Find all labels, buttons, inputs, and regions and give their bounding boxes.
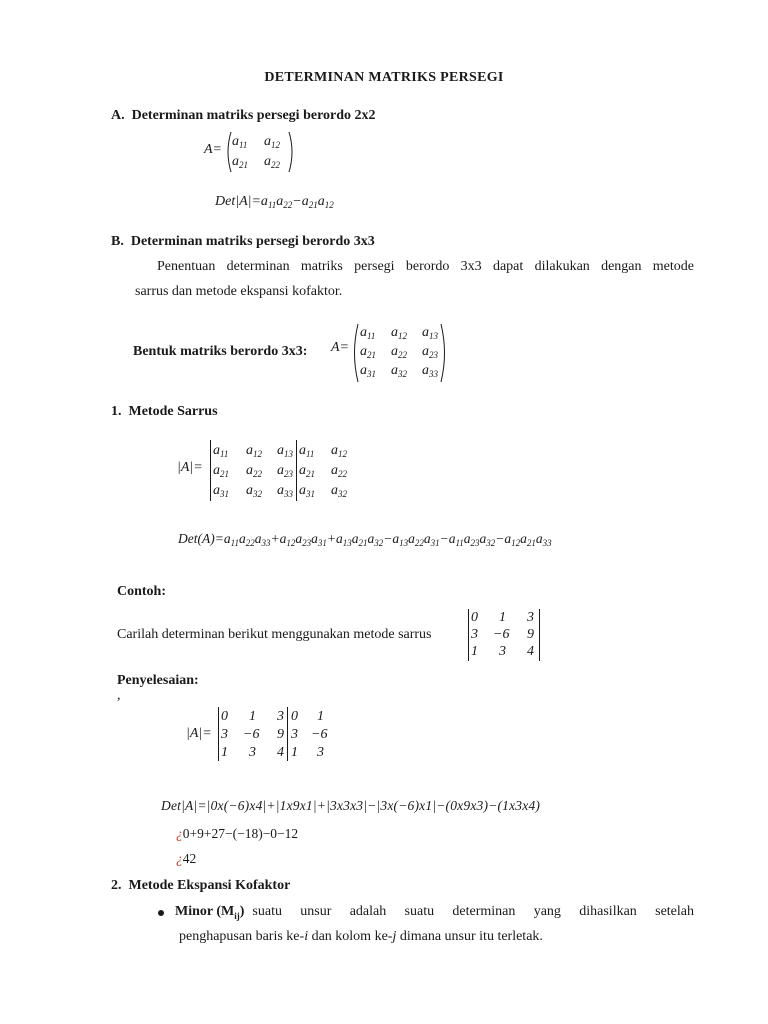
minor-term: Minor $(M_{ij})$ [175, 904, 245, 921]
bullet-icon [158, 910, 164, 916]
cofactor-bullet-line1 [175, 904, 694, 921]
step-symbol: ¿ [176, 826, 183, 841]
section-b-heading: B. Determinan matriks persegi berordo 3x3 [111, 234, 375, 249]
matrix-3x3-label: Bentuk matriks berordo 3x3: [133, 344, 308, 359]
sarrus-heading: 1. Metode Sarrus [111, 404, 218, 419]
cofactor-bullet-line2: penghapusan baris ke-i dan kolom ke-j dimana unsur itu terletak. [179, 929, 543, 944]
det-bar-middle [296, 440, 297, 501]
cofactor-heading: 2. Metode Ekspansi Kofaktor [111, 878, 291, 893]
matrix-3x3-lhs: A= [331, 340, 349, 355]
det-bar-left [218, 707, 219, 761]
det-2x2-formula: $Det|A|=a_{11}a_{22}-a_{21}a_{12}$ [215, 194, 334, 210]
det-bar-left [468, 609, 469, 661]
step-symbol: ¿ [176, 851, 183, 866]
det-bar-right [539, 609, 540, 661]
matrix-2x2-lhs: A= [204, 142, 222, 157]
solution-det-line2: ¿0+9+27−(−18)−0−12 [176, 826, 299, 841]
section-a-heading: A. Determinan matriks persegi berordo 2x2 [111, 108, 376, 123]
solution-det-line3: ¿42 [176, 851, 197, 866]
matrix-cell: $a_{11}$ [232, 134, 248, 150]
page-title: DETERMINAN MATRIKS PERSEGI [264, 70, 504, 85]
section-b-paragraph-line1: Penentuan determinan matriks persegi berordo 3x3 dapat dilakukan dengan metode [157, 259, 694, 274]
section-b-paragraph-line2: sarrus dan metode ekspansi kofaktor. [135, 284, 343, 299]
matrix-cell: $a_{21}$ [232, 154, 248, 170]
matrix-cell: $a_{12}$ [264, 134, 280, 150]
det-bar-middle [287, 707, 288, 761]
example-prompt: Carilah determinan berikut menggunakan metode sarrus [117, 627, 432, 642]
solution-lhs: |A|= [186, 726, 212, 741]
sarrus-det-formula: $Det(A)=a_{11}a_{22}a_{33}+a_{12}a_{23}a_{31}+a_{13}a_{21}a_{32}-a_{13}a_{22}a_{31}-a_{11}a_{23}a_{32}-a_{12}a_{21}a_{33}$ [178, 531, 552, 548]
det-bar-left [210, 440, 211, 501]
sarrus-lhs: |A|= [177, 460, 203, 475]
minor-definition: suatu unsur adalah suatu determinan yang dihasilkan setelah [252, 904, 694, 919]
example-heading: Contoh: [117, 584, 167, 599]
matrix-cell: $a_{22}$ [264, 154, 280, 170]
solution-det-line1: Det|A|=|0x(−6)x4|+|1x9x1|+|3x3x3|−|3x(−6)x1|−(0x9x3)−(1x3x4) [161, 798, 541, 813]
solution-heading: Penyelesaian: [117, 673, 199, 688]
solution-mark: , [117, 688, 121, 703]
